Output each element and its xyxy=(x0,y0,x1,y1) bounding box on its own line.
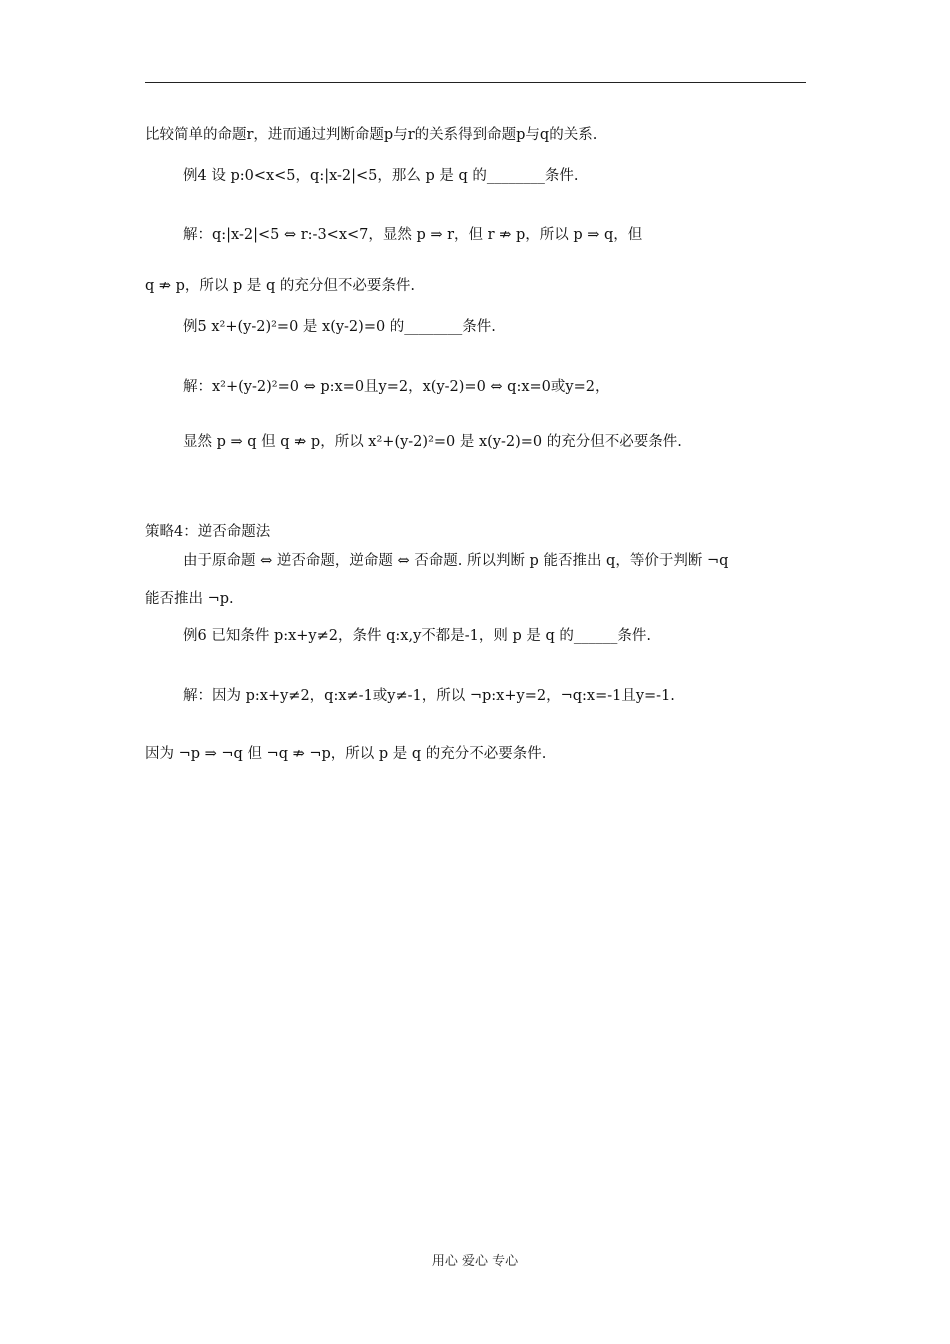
example-5-question: 例5 x²+(y-2)²=0 是 x(y-2)=0 的________条件. xyxy=(183,319,496,335)
example-4-solution-line-1: 解：q:|x-2|<5 ⇔ r:-3<x<7，显然 p ⇒ r，但 r ⇏ p，所以 p ⇒ q，但 xyxy=(183,227,643,243)
example-5-solution-line-1: 解：x²+(y-2)²=0 ⇔ p:x=0且y=2，x(y-2)=0 ⇔ q:x=0或y=2， xyxy=(183,379,610,395)
example-6-solution-line-1: 解：因为 p:x+y≠2，q:x≠-1或y≠-1，所以 ¬p:x+y=2，¬q:x=-1且y=-1. xyxy=(183,688,675,704)
text-line-1: 比较简单的命题r，进而通过判断命题p与r的关系得到命题p与q的关系. xyxy=(145,127,598,143)
strategy-4-heading: 策略4：逆否命题法 xyxy=(145,524,271,540)
header-rule xyxy=(145,82,806,83)
example-5-solution-line-2: 显然 p ⇒ q 但 q ⇏ p，所以 x²+(y-2)²=0 是 x(y-2)=0 的充分但不必要条件. xyxy=(183,434,682,450)
strategy-4-text-line-2: 能否推出 ¬p. xyxy=(145,591,234,607)
example-6-solution-line-2: 因为 ¬p ⇒ ¬q 但 ¬q ⇏ ¬p，所以 p 是 q 的充分不必要条件. xyxy=(145,746,547,762)
page-footer: 用心 爱心 专心 xyxy=(431,1254,519,1269)
example-4-question: 例4 设 p:0<x<5，q:|x-2|<5，那么 p 是 q 的________条件. xyxy=(183,168,579,184)
example-6-question: 例6 已知条件 p:x+y≠2，条件 q:x,y不都是-1，则 p 是 q 的______条件. xyxy=(183,628,651,644)
example-4-solution-line-2: q ⇏ p，所以 p 是 q 的充分但不必要条件. xyxy=(145,278,416,294)
strategy-4-text-line-1: 由于原命题 ⇔ 逆否命题，逆命题 ⇔ 否命题. 所以判断 p 能否推出 q，等价于判断 ¬q xyxy=(183,553,729,569)
